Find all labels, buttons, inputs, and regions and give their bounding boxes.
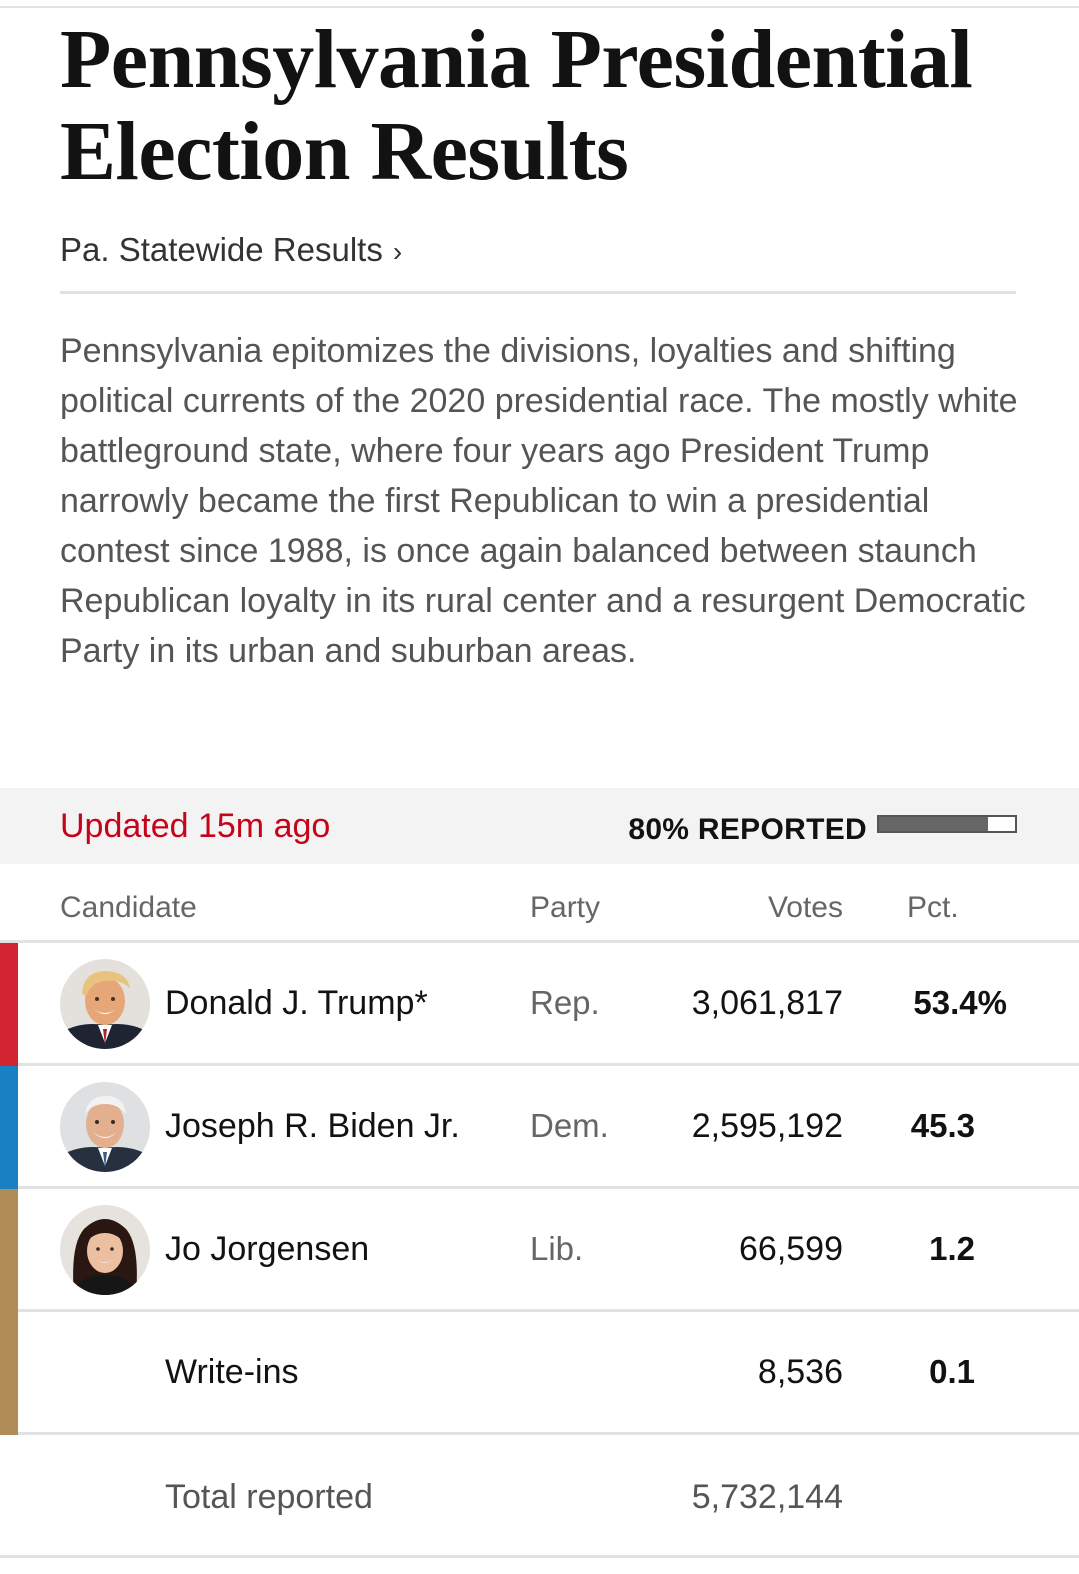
candidate-avatar-jorgensen	[60, 1205, 150, 1295]
candidate-pct: 45.3	[910, 1107, 975, 1144]
candidate-votes: 3,061,817	[691, 984, 843, 1022]
candidate-name: Write-ins	[165, 1353, 299, 1391]
race-summary: Pennsylvania epitomizes the divisions, loyalties and shifting political currents of the 2020 presidential race. The mostly white battleground state, where four years ago President Trump narrowly became the first Republican to win a presidential contest since 1988, is once again balanced between staunch Republican loyalty in its rural center and a resurgent Democratic Party in its urban and suburban areas.	[60, 332, 1026, 670]
table-row	[0, 1066, 1079, 1189]
party-color-stripe	[0, 943, 18, 1066]
candidate-name: Jo Jorgensen	[165, 1230, 370, 1268]
candidate-pct: 0.1	[929, 1353, 975, 1390]
candidate-avatar-trump	[60, 959, 150, 1049]
reported-percentage: 80% REPORTED	[628, 813, 867, 846]
reporting-status-bar	[0, 788, 1079, 864]
candidate-votes: 2,595,192	[691, 1107, 843, 1145]
chevron-right-icon: ›	[392, 236, 403, 267]
total-reported-label: Total reported	[165, 1478, 373, 1516]
candidate-party: Dem.	[530, 1107, 609, 1144]
breadcrumb-divider	[60, 291, 1016, 294]
candidate-name: Joseph R. Biden Jr.	[165, 1107, 460, 1145]
candidate-pct: 1.2	[929, 1230, 975, 1267]
table-row	[0, 1312, 1079, 1435]
column-header-votes[interactable]: Votes	[767, 891, 843, 924]
candidate-party: Rep.	[530, 984, 600, 1021]
results-table	[0, 864, 1079, 1558]
column-header-candidate[interactable]: Candidate	[60, 891, 197, 924]
party-color-stripe	[0, 1189, 18, 1312]
candidate-pct: 53.4%	[913, 984, 1007, 1021]
reporting-progress-fill	[879, 817, 988, 831]
top-divider	[0, 6, 1079, 8]
candidate-party: Lib.	[530, 1230, 584, 1267]
column-header-pct[interactable]: Pct.	[907, 891, 959, 924]
breadcrumb-label: Pa. Statewide Results	[60, 231, 383, 268]
table-row	[0, 1189, 1079, 1312]
party-color-stripe	[0, 1312, 18, 1435]
table-row	[0, 943, 1079, 1066]
page-title: Pennsylvania Presidential Election Results	[60, 13, 973, 198]
total-row	[0, 1435, 1079, 1558]
total-reported-votes: 5,732,144	[691, 1478, 843, 1516]
party-color-stripe	[0, 1066, 18, 1189]
reporting-progress-bar	[877, 815, 1017, 833]
candidate-name: Donald J. Trump*	[165, 984, 428, 1022]
statewide-results-link[interactable]	[60, 228, 402, 274]
candidate-avatar-biden	[60, 1082, 150, 1172]
table-header	[0, 864, 1079, 943]
candidate-votes: 66,599	[739, 1230, 843, 1268]
candidate-votes: 8,536	[757, 1353, 843, 1391]
updated-timestamp: Updated 15m ago	[60, 807, 331, 845]
column-header-party[interactable]: Party	[530, 891, 601, 924]
